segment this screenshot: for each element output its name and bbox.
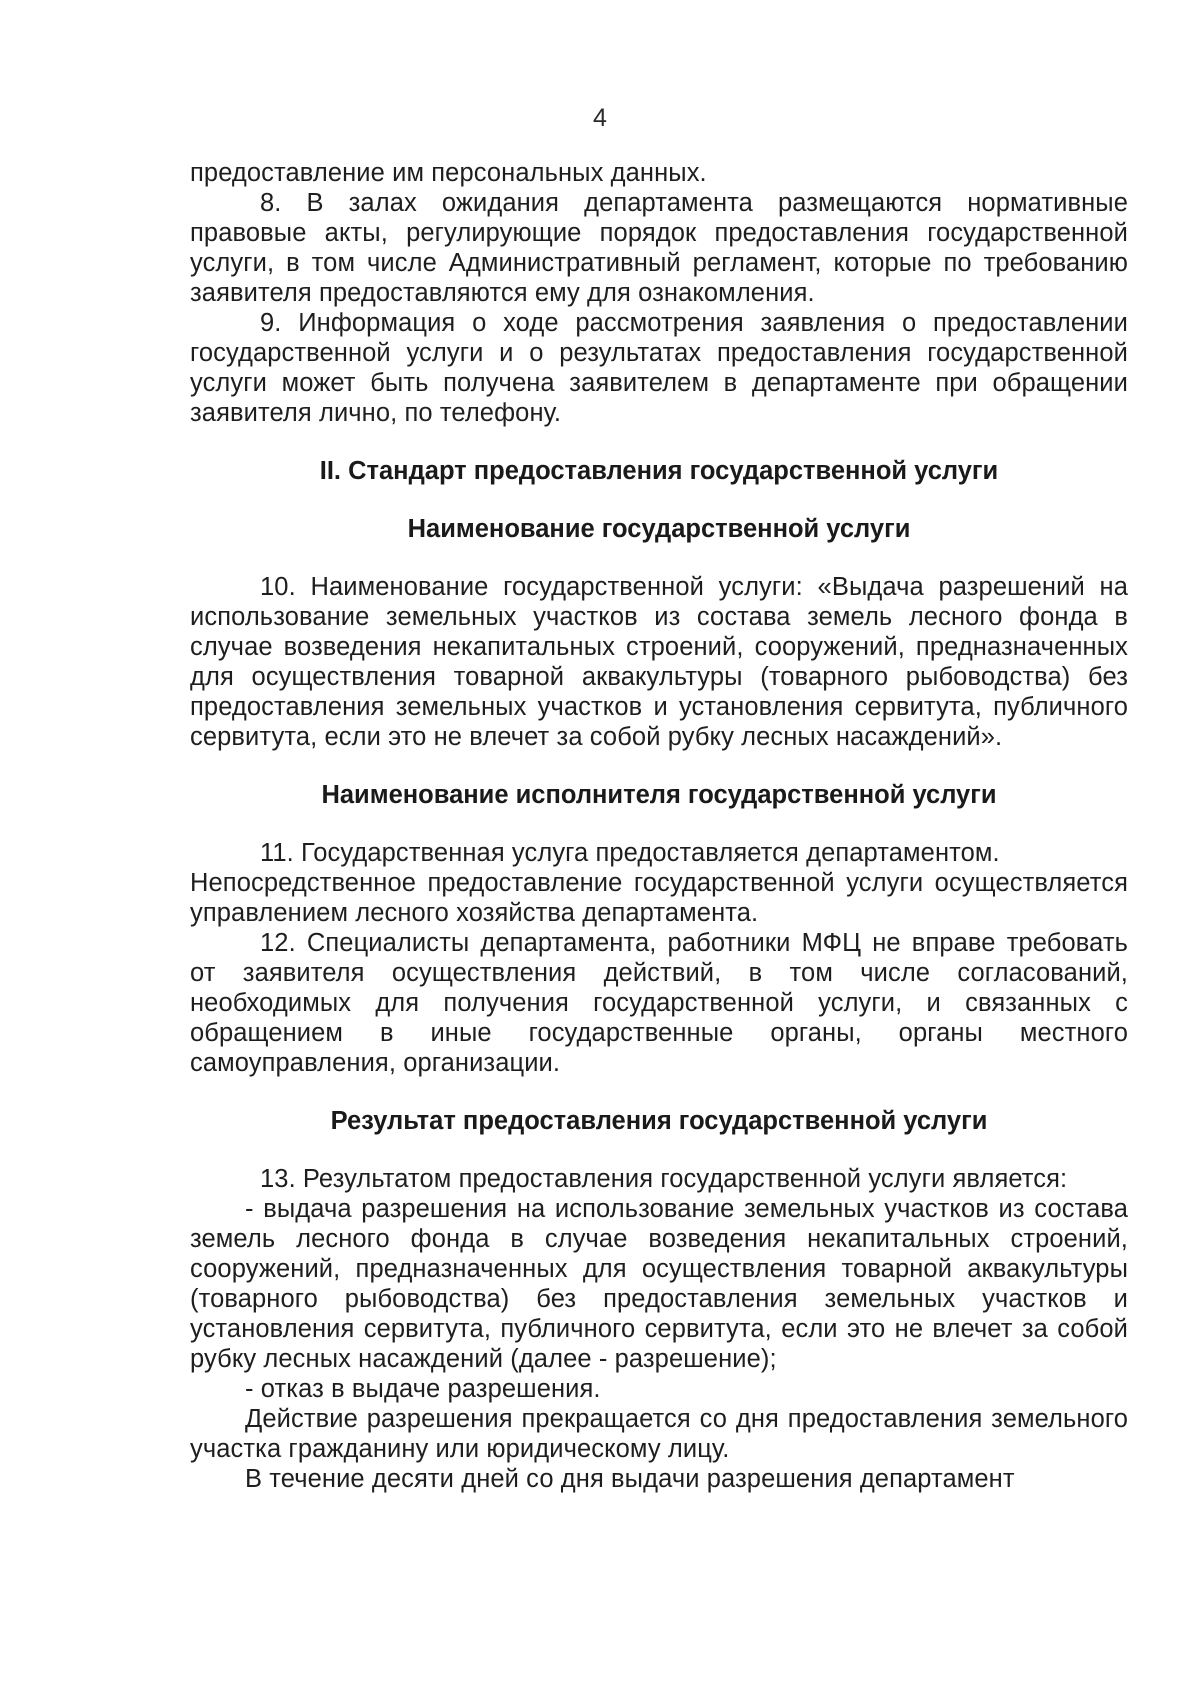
page-number: 4 — [593, 104, 607, 132]
result-item-permit: - выдача разрешения на использование земельных участков из состава земель лесного фонда в случае возведения некапитальных строений, сооружений, предназначенных для осуществления товарной аквакультуры (товарного рыбоводства) без предоставления земельных участков и установления сервитута, публичного сервитута, если это не влечет за собой рубку лесных насаждений (далее - разрешение); — [190, 1195, 1128, 1373]
paragraph-11-continuation: Непосредственное предоставление государственной услуги осуществляется управлением лесного хозяйства департамента. — [190, 869, 1128, 927]
paragraph-9: 9. Информация о ходе рассмотрения заявления о предоставлении государственной услуги и о результатах предоставления государственной услуги может быть получена заявителем в департаменте при обращении заявителя лично, по телефону. — [190, 309, 1128, 427]
paragraph-10: 10. Наименование государственной услуги: «Выдача разрешений на использование земельных участков из состава земель лесного фонда в случае возведения некапитальных строений, сооружений, предназначенных для осуществления товарной аквакультуры (товарного рыбоводства) без предоставления земельных участков и установления сервитута, публичного сервитута, если это не влечет за собой рубку лесных насаждений». — [190, 573, 1128, 751]
paragraph-8: 8. В залах ожидания департамента размещаются нормативные правовые акты, регулирующие порядок предоставления государственной услуги, в том числе Административный регламент, которые по требованию заявителя предоставляются ему для ознакомления. — [190, 189, 1128, 307]
subheading-service-name: Наименование государственной услуги — [407, 515, 911, 543]
subheading-service-result: Результат предоставления государственной услуги — [330, 1107, 988, 1135]
paragraph-12: 12. Специалисты департамента, работники МФЦ не вправе требовать от заявителя осуществления действий, в том числе согласований, необходимых для получения государственной услуги, и связанных с обращением в иные государственные органы, органы местного самоуправления, организации. — [190, 929, 1128, 1077]
paragraph-continuation: предоставление им персональных данных. — [190, 159, 707, 187]
paragraph-13: 13. Результатом предоставления государственной услуги является: — [260, 1165, 1068, 1193]
subheading-service-executor: Наименование исполнителя государственной услуги — [321, 781, 997, 809]
paragraph-11: 11. Государственная услуга предоставляется департаментом. — [260, 839, 1000, 867]
result-item-refusal: - отказ в выдаче разрешения. — [245, 1375, 601, 1403]
paragraph-ten-days: В течение десяти дней со дня выдачи разрешения департамент — [245, 1465, 1015, 1493]
section-heading-standard: II. Стандарт предоставления государственной услуги — [319, 457, 999, 485]
paragraph-permit-termination: Действие разрешения прекращается со дня предоставления земельного участка гражданину или юридическому лицу. — [190, 1405, 1128, 1463]
document-body — [190, 158, 1128, 1494]
